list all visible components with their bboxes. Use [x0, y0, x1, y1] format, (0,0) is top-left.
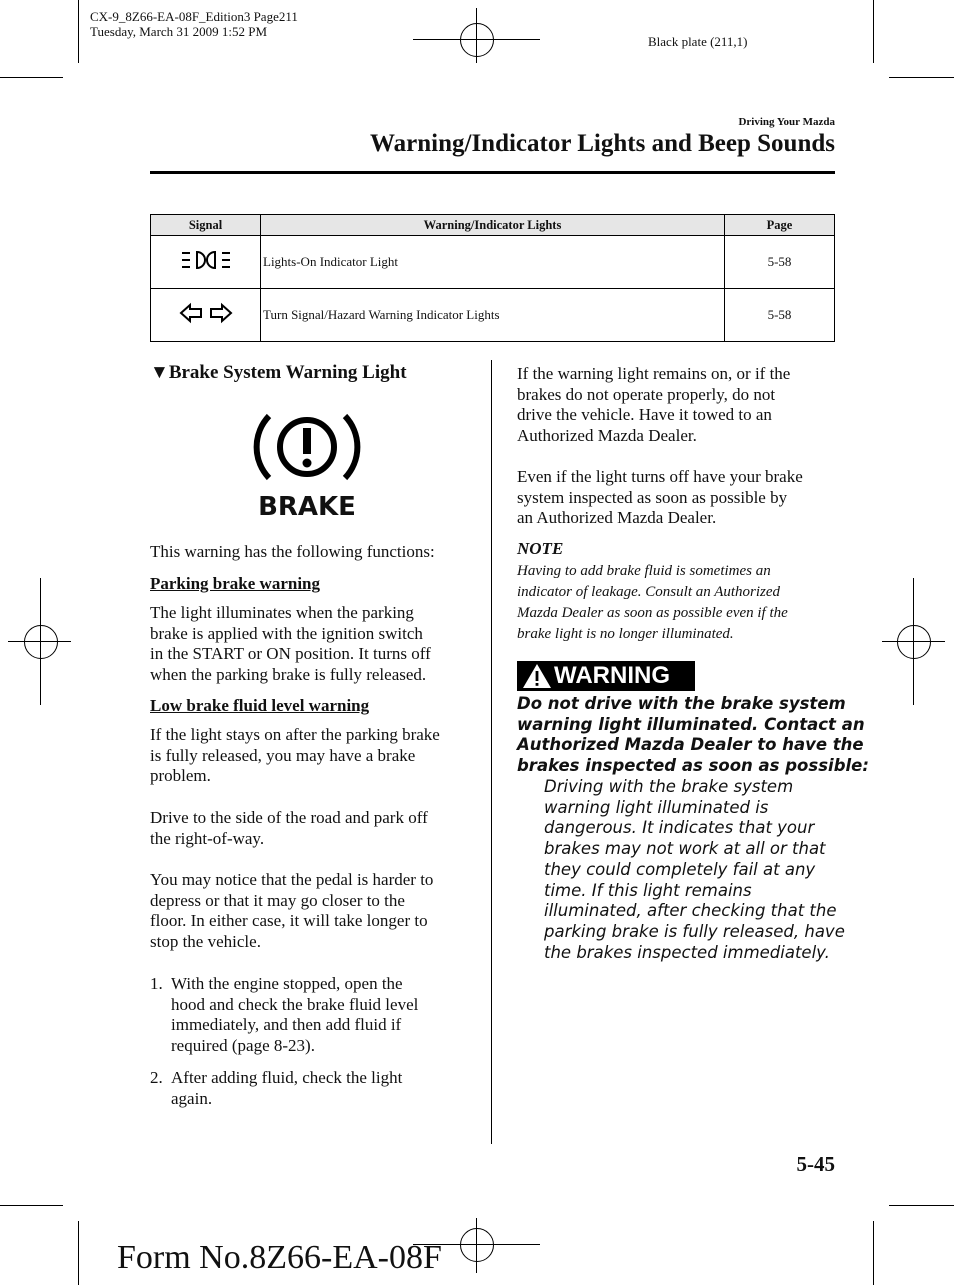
list-text — [171, 974, 418, 1057]
fluid-paragraph-2 — [150, 808, 428, 849]
brake-section-heading — [150, 362, 407, 384]
form-number: Form No.8Z66-EA-08F — [117, 1239, 442, 1276]
brake-warning-icon — [252, 408, 362, 488]
text-line: Mazda Dealer as soon as possible even if the — [517, 605, 788, 621]
text-line: dangerous. It indicates that your — [544, 818, 815, 838]
text-line: If the light stays on after the parking brake — [150, 725, 440, 744]
page-cell: 5-58 — [725, 236, 835, 289]
text-line: Drive to the side of the road and park off — [150, 808, 428, 827]
fluid-paragraph-3 — [150, 870, 433, 953]
turns-off-paragraph — [517, 467, 803, 529]
page-title: Warning/Indicator Lights and Beep Sounds — [370, 130, 835, 157]
lights-on-icon — [181, 248, 231, 272]
text-line: hood and check the brake fluid level — [171, 994, 419, 1014]
column-divider — [491, 360, 492, 1144]
triangle-down-icon: ▼ — [150, 362, 169, 383]
text-line: again. — [171, 1088, 213, 1108]
table-header-row — [151, 215, 835, 236]
text-line: Authorized Mazda Dealer to have the — [517, 735, 864, 755]
section-label: Driving Your Mazda — [738, 116, 835, 128]
parking-brake-heading: Parking brake warning — [150, 574, 321, 593]
text-line: Having to add brake fluid is sometimes an — [517, 563, 771, 579]
column-header-lights: Warning/Indicator Lights — [261, 215, 725, 236]
text-line: system inspected as soon as possible by — [517, 487, 788, 507]
list-item — [150, 1068, 480, 1110]
list-number: 1. — [150, 974, 163, 993]
text-line: they could completely fail at any — [544, 859, 816, 879]
text-line: illuminated, after checking that the — [544, 901, 837, 921]
list-item — [150, 974, 480, 1058]
text-line: You may notice that the pedal is harder to — [150, 870, 434, 889]
text-line: brakes do not operate properly, do not — [517, 384, 776, 404]
warning-label: WARNING — [554, 662, 670, 689]
text-line: the right-of-way. — [150, 828, 265, 848]
title-rule — [150, 171, 835, 174]
text-line: Driving with the brake system — [544, 777, 794, 796]
column-header-page: Page — [725, 215, 835, 236]
warning-triangle-icon — [522, 663, 552, 689]
text-line: brake light is no longer illuminated. — [517, 626, 734, 642]
text-line: After adding fluid, check the light — [171, 1068, 403, 1087]
page-cell: 5-58 — [725, 289, 835, 342]
black-plate-label: Black plate (211,1) — [648, 34, 748, 49]
text-line: problem. — [150, 766, 211, 786]
text-line: The light illuminates when the parking — [150, 603, 414, 622]
text-line: With the engine stopped, open the — [171, 974, 403, 993]
text-line: brakes may not work at all or that — [544, 839, 826, 859]
turn-signal-icon — [179, 302, 233, 324]
text-line: in the START or ON position. It turns off — [150, 644, 431, 664]
text-line: is fully released, you may have a brake — [150, 745, 416, 765]
list-number: 2. — [150, 1068, 163, 1087]
warning-detail-text — [544, 777, 845, 963]
text-line: warning light illuminated is — [544, 797, 769, 817]
intro-text: This warning has the following functions: — [150, 542, 435, 561]
text-line: floor. In either case, it will take longer to — [150, 911, 428, 931]
text-line: parking brake is fully released, have — [544, 921, 845, 941]
warning-bold-text — [517, 694, 869, 777]
table-row — [151, 289, 835, 342]
text-line: the brakes inspected immediately. — [544, 942, 830, 962]
parking-brake-paragraph — [150, 603, 431, 686]
warning-badge — [517, 661, 695, 691]
text-line: indicator of leakage. Consult an Authorized — [517, 584, 781, 600]
text-line: when the parking brake is fully released. — [150, 665, 427, 685]
text-line: Even if the light turns off have your brake — [517, 467, 803, 486]
text-line: brakes inspected as soon as possible: — [517, 756, 869, 776]
fluid-level-heading: Low brake fluid level warning — [150, 696, 370, 715]
text-line: If the warning light remains on, or if the — [517, 364, 791, 383]
text-line: an Authorized Mazda Dealer. — [517, 508, 717, 528]
text-line: time. If this light remains — [544, 880, 752, 900]
list-text — [171, 1068, 402, 1109]
text-line: Do not drive with the brake system — [517, 694, 846, 713]
text-line: Authorized Mazda Dealer. — [517, 426, 697, 446]
fluid-paragraph-1 — [150, 725, 440, 787]
text-line: stop the vehicle. — [150, 932, 261, 952]
table-row — [151, 236, 835, 289]
slug-line-1: CX-9_8Z66-EA-08F_Edition3 Page211 — [90, 9, 298, 24]
text-line: brake is applied with the ignition switch — [150, 623, 423, 643]
signal-cell — [151, 236, 261, 289]
column-header-signal: Signal — [151, 215, 261, 236]
signal-cell — [151, 289, 261, 342]
page-number: 5-45 — [796, 1152, 835, 1176]
print-slug — [90, 9, 298, 39]
light-name-cell: Turn Signal/Hazard Warning Indicator Lights — [261, 289, 725, 342]
brake-symbol-label: BRAKE — [258, 492, 356, 522]
brake-warning-symbol — [252, 408, 362, 523]
slug-line-2: Tuesday, March 31 2009 1:52 PM — [90, 24, 268, 39]
brake-heading-text: Brake System Warning Light — [168, 362, 407, 383]
signals-table — [150, 214, 835, 342]
remains-on-paragraph — [517, 364, 790, 447]
text-line: drive the vehicle. Have it towed to an — [517, 405, 772, 425]
text-line: required (page 8-23). — [171, 1036, 315, 1056]
note-heading: NOTE — [517, 539, 564, 558]
text-line: depress or that it may go closer to the — [150, 890, 405, 910]
text-line: immediately, and then add fluid if — [171, 1015, 402, 1035]
text-line: warning light illuminated. Contact an — [517, 714, 865, 734]
light-name-cell: Lights-On Indicator Light — [261, 236, 725, 289]
note-text — [517, 561, 788, 645]
